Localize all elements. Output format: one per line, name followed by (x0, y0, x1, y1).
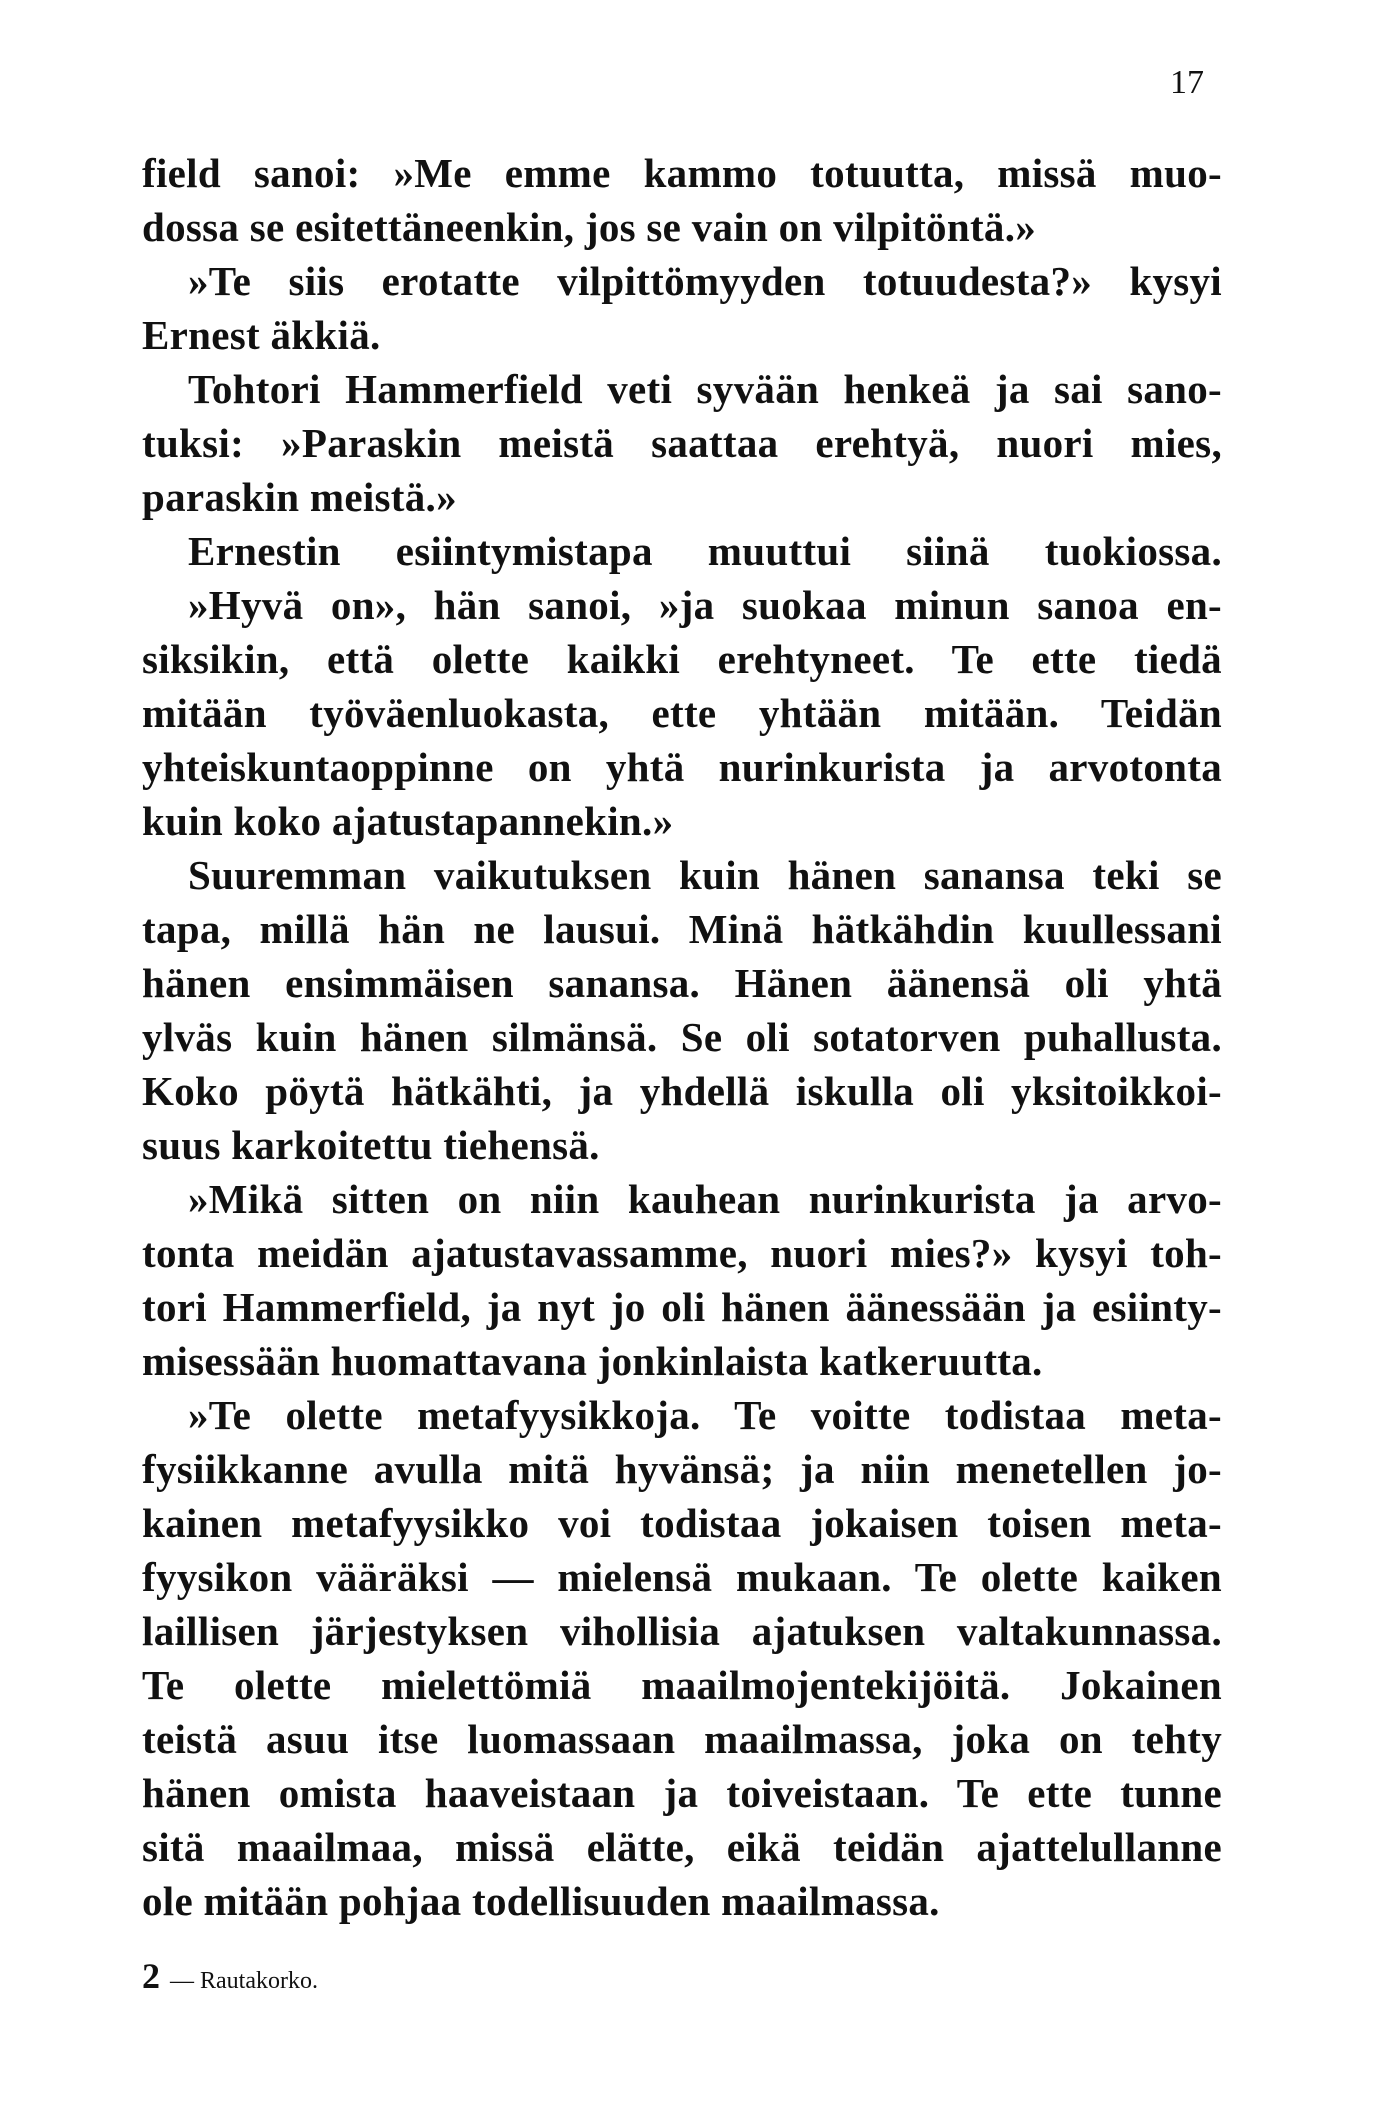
text-line: misessään huomattavana jonkinlaista katkeruutta. (142, 1338, 1043, 1384)
text-line: »Mikä sitten on niin kauhean nurinkurista ja arvo- (188, 1176, 1222, 1222)
text-line: tonta meidän ajatustavassamme, nuori mies?» kysyi toh- (142, 1230, 1222, 1276)
text-line: Ernestin esiintymistapa muuttui siinä tuokiossa. (188, 528, 1222, 574)
text-line: Suuremman vaikutuksen kuin hänen sanansa teki se (188, 852, 1222, 898)
text-line: Koko pöytä hätkähti, ja yhdellä iskulla oli yksitoikkoi- (142, 1068, 1222, 1114)
text-line: tori Hammerfield, ja nyt jo oli hänen äänessään ja esiinty- (142, 1284, 1222, 1330)
text-line: paraskin meistä.» (142, 474, 457, 520)
body-text (142, 146, 1222, 1928)
text-line: hänen omista haaveistaan ja toiveistaan. Te ette tunne (142, 1770, 1222, 1816)
text-line: Ernest äkkiä. (142, 312, 381, 358)
text-line: laillisen järjestyksen vihollisia ajatuksen valtakunnassa. (142, 1608, 1222, 1654)
text-line: »Te siis erotatte vilpittömyyden totuudesta?» kysyi (188, 258, 1222, 304)
text-line: Te olette mielettömiä maailmojentekijöitä. Jokainen (142, 1662, 1222, 1708)
text-line: »Te olette metafyysikkoja. Te voitte todistaa meta- (188, 1392, 1222, 1438)
book-title: — Rautakorko. (170, 1968, 318, 1994)
text-line: yhteiskuntaoppinne on yhtä nurinkurista ja arvotonta (142, 744, 1222, 790)
text-line: teistä asuu itse luomassaan maailmassa, joka on tehty (142, 1716, 1222, 1762)
footer-signature (142, 1955, 318, 1997)
text-line: »Hyvä on», hän sanoi, »ja suokaa minun sanoa en- (188, 582, 1222, 628)
text-line: hänen ensimmäisen sanansa. Hänen äänensä oli yhtä (142, 960, 1222, 1006)
text-line: kuin koko ajatustapannekin.» (142, 798, 674, 844)
text-line: suus karkoitettu tiehensä. (142, 1122, 600, 1168)
text-line: Tohtori Hammerfield veti syvään henkeä ja sai sano- (188, 366, 1222, 412)
text-line: fysiikkanne avulla mitä hyvänsä; ja niin menetellen jo- (142, 1446, 1222, 1492)
text-line: kainen metafyysikko voi todistaa jokaisen toisen meta- (142, 1500, 1222, 1546)
text-line: ole mitään pohjaa todellisuuden maailmassa. (142, 1878, 940, 1924)
text-line: fyysikon vääräksi — mielensä mukaan. Te olette kaiken (142, 1554, 1222, 1600)
text-line: siksikin, että olette kaikki erehtyneet. Te ette tiedä (142, 636, 1222, 682)
text-line: mitään työväenluokasta, ette yhtään mitään. Teidän (142, 690, 1222, 736)
text-line: sitä maailmaa, missä elätte, eikä teidän ajattelullanne (142, 1824, 1222, 1870)
text-line: field sanoi: »Me emme kammo totuutta, missä muo- (142, 150, 1222, 196)
text-line: dossa se esitettäneenkin, jos se vain on vilpitöntä.» (142, 204, 1037, 250)
page-number: 17 (1170, 64, 1204, 101)
text-line: tapa, millä hän ne lausui. Minä hätkähdin kuullessani (142, 906, 1222, 952)
text-line: ylväs kuin hänen silmänsä. Se oli sotatorven puhallusta. (142, 1014, 1222, 1060)
signature-number: 2 (142, 1956, 160, 1996)
text-line: tuksi: »Paraskin meistä saattaa erehtyä, nuori mies, (142, 420, 1222, 466)
